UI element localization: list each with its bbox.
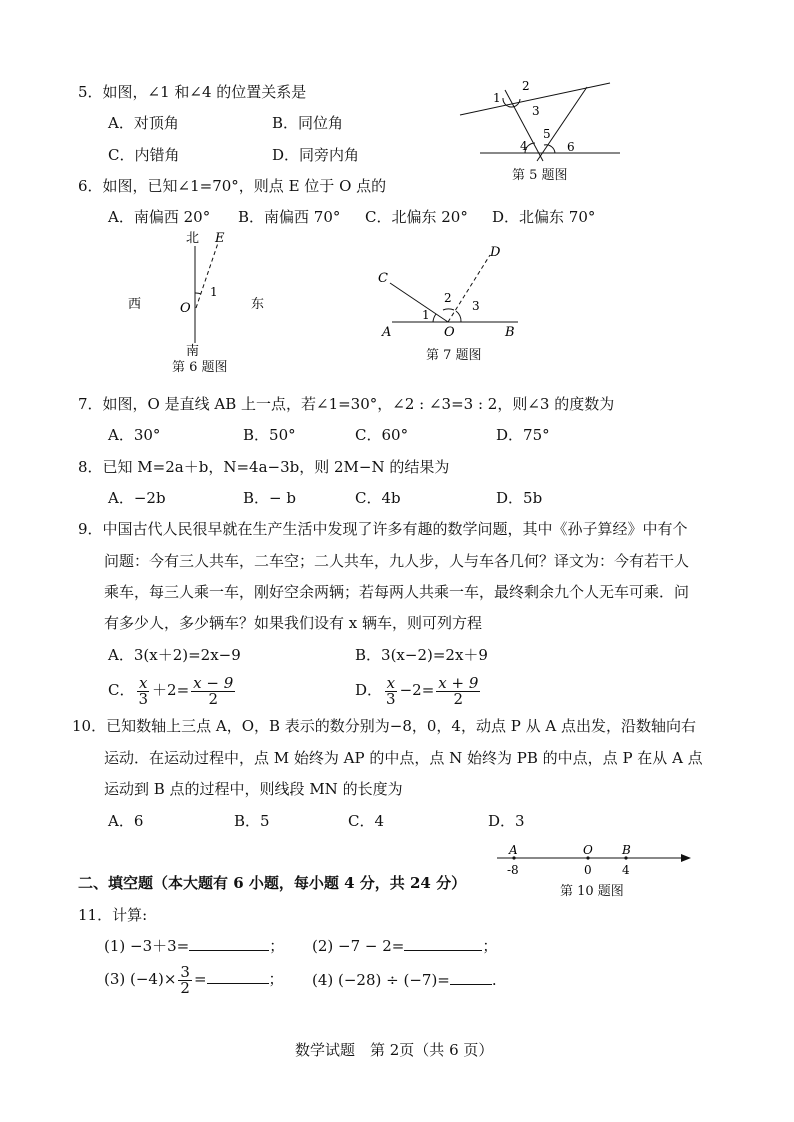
q8-option-b: B．− b bbox=[243, 489, 296, 507]
q11-blank-4[interactable] bbox=[450, 970, 492, 985]
q7-option-d: D．75° bbox=[496, 426, 550, 444]
q11-stem: 11．计算: bbox=[78, 906, 148, 924]
q6-figure bbox=[120, 228, 280, 358]
q9-line-4: 有多少人，多少辆车？如果我们设有 x 辆车，则可列方程 bbox=[104, 614, 482, 632]
q9-option-b: B．3(x−2)=2x＋9 bbox=[355, 646, 488, 664]
q5-option-c: C．内错角 bbox=[108, 146, 180, 164]
q5-label-3: 3 bbox=[532, 104, 540, 118]
q11-part-1: (1) −3＋3= ； bbox=[104, 937, 285, 955]
q6-label-o: O bbox=[180, 301, 191, 316]
q11-blank-2[interactable] bbox=[404, 936, 482, 951]
q7-stem: 7．如图，O 是直线 AB 上一点，若∠1=30°，∠2 : ∠3=3 : 2，则∠3 的度数为 bbox=[78, 395, 615, 413]
q9-c-frac-2: $\frac{x - 9}{2}$ bbox=[193, 673, 234, 708]
q6-south: 南 bbox=[186, 344, 200, 358]
q8-option-d: D．5b bbox=[496, 489, 543, 507]
q5-label-5: 5 bbox=[543, 127, 551, 141]
q10-caption: 第 10 题图 bbox=[560, 884, 624, 899]
q8-option-a: A．−2b bbox=[108, 489, 166, 507]
q9-line-3: 乘车，每三人乘一车，刚好空余两辆；若每两人共乘一车，最终剩余九个人无车可乘．问 bbox=[104, 583, 690, 601]
q7-caption: 第 7 题图 bbox=[426, 348, 482, 363]
q10-label-a: A bbox=[509, 843, 518, 857]
q6-option-b: B．南偏西 70° bbox=[238, 208, 341, 226]
q7-label-d: D bbox=[490, 245, 501, 260]
q9-d-frac-1: $\frac{x}{3}$ bbox=[386, 673, 396, 708]
q10-value-o: 0 bbox=[584, 863, 592, 877]
q10-option-a: A．6 bbox=[108, 812, 144, 830]
q6-east: 东 bbox=[251, 297, 265, 312]
q9-line-1: 9．中国古代人民很早就在生产生活中发现了许多有趣的数学问题，其中《孙子算经》中有个 bbox=[78, 520, 688, 538]
q10-line-1: 10．已知数轴上三点 A，O，B 表示的数分别为−8，0，4，动点 P 从 A 点出发，沿数轴向右 bbox=[72, 717, 696, 735]
q10-label-o: O bbox=[583, 843, 593, 857]
q5-stem: 5．如图，∠1 和∠4 的位置关系是 bbox=[78, 83, 307, 101]
q10-line-2: 运动．在运动过程中，点 M 始终为 AP 的中点，点 N 始终为 PB 的中点，点 P 在从 A 点 bbox=[104, 749, 703, 767]
q8-option-c: C．4b bbox=[355, 489, 401, 507]
q11-part-3: (3) (−4)× $\frac{3}{2}$ = ； bbox=[104, 962, 284, 997]
q10-label-b: B bbox=[622, 843, 631, 857]
q7-angle-3: 3 bbox=[472, 299, 480, 313]
q9-d-mid: −2= bbox=[399, 681, 435, 699]
q7-label-c: C bbox=[378, 271, 388, 286]
q5-label-2: 2 bbox=[522, 79, 530, 93]
q7-label-b: B bbox=[505, 325, 515, 340]
q7-option-a: A．30° bbox=[108, 426, 161, 444]
q6-angle-1: 1 bbox=[210, 285, 218, 299]
q6-label-e: E bbox=[215, 231, 225, 246]
q5-label-1: 1 bbox=[493, 91, 501, 105]
q5-label-4: 4 bbox=[520, 139, 528, 153]
q5-option-d: D．同旁内角 bbox=[272, 146, 360, 164]
q11-part-4: (4) (−28) ÷ (−7)= . bbox=[312, 971, 497, 989]
q9-c-frac-1: $\frac{x}{3}$ bbox=[138, 673, 149, 708]
q6-option-c: C．北偏东 20° bbox=[365, 208, 468, 226]
q7-label-o: O bbox=[444, 325, 455, 340]
q7-figure bbox=[370, 240, 535, 340]
q10-number-line bbox=[495, 840, 695, 880]
q5-caption: 第 5 题图 bbox=[512, 168, 568, 183]
page-footer: 数学试题 第 2页（共 6 页） bbox=[295, 1041, 494, 1059]
q6-option-a: A．南偏西 20° bbox=[108, 208, 211, 226]
q7-angle-1: 1 bbox=[422, 308, 430, 322]
q5-option-b: B．同位角 bbox=[272, 114, 344, 132]
q6-west: 西 bbox=[128, 297, 142, 312]
q9-option-d bbox=[355, 673, 482, 707]
q9-option-d-label: D． bbox=[355, 681, 383, 699]
q9-line-2: 问题：今有三人共车，二车空；二人共车，九人步，人与车各几何？译文为：今有若干人 bbox=[104, 552, 690, 570]
q7-angle-2: 2 bbox=[444, 291, 452, 305]
q10-option-d: D．3 bbox=[488, 812, 525, 830]
q9-option-c-label: C． bbox=[108, 681, 135, 699]
q9-c-mid: ＋2= bbox=[152, 681, 190, 699]
q10-line-3: 运动到 B 点的过程中，则线段 MN 的长度为 bbox=[104, 780, 403, 798]
q6-stem: 6．如图，已知∠1=70°，则点 E 位于 O 点的 bbox=[78, 177, 387, 195]
q10-option-c: C．4 bbox=[348, 812, 385, 830]
q10-value-a: -8 bbox=[507, 863, 519, 877]
q10-option-b: B．5 bbox=[234, 812, 270, 830]
q9-option-c bbox=[108, 673, 237, 707]
q6-north: 北 bbox=[186, 231, 200, 246]
q9-option-a: A．3(x＋2)=2x−9 bbox=[108, 646, 241, 664]
section-2-heading: 二、填空题（本大题有 6 小题，每小题 4 分，共 24 分） bbox=[78, 874, 467, 892]
q7-option-c: C．60° bbox=[355, 426, 409, 444]
q6-option-d: D．北偏东 70° bbox=[492, 208, 596, 226]
q7-option-b: B．50° bbox=[243, 426, 296, 444]
q9-d-frac-2: $\frac{x + 9}{2}$ bbox=[438, 673, 479, 708]
q11-blank-3[interactable] bbox=[207, 969, 269, 984]
q11-part-2: (2) −7 − 2= ； bbox=[312, 937, 498, 955]
q8-stem: 8．已知 M=2a＋b，N=4a−3b，则 2M−N 的结果为 bbox=[78, 458, 450, 476]
q5-label-6: 6 bbox=[567, 140, 575, 154]
q11-p3-frac: $\frac{3}{2}$ bbox=[180, 962, 190, 997]
q6-caption: 第 6 题图 bbox=[172, 360, 228, 375]
q10-value-b: 4 bbox=[622, 863, 630, 877]
q5-option-a: A．对顶角 bbox=[108, 114, 179, 132]
q7-label-a: A bbox=[382, 325, 392, 340]
q11-blank-1[interactable] bbox=[189, 936, 269, 951]
